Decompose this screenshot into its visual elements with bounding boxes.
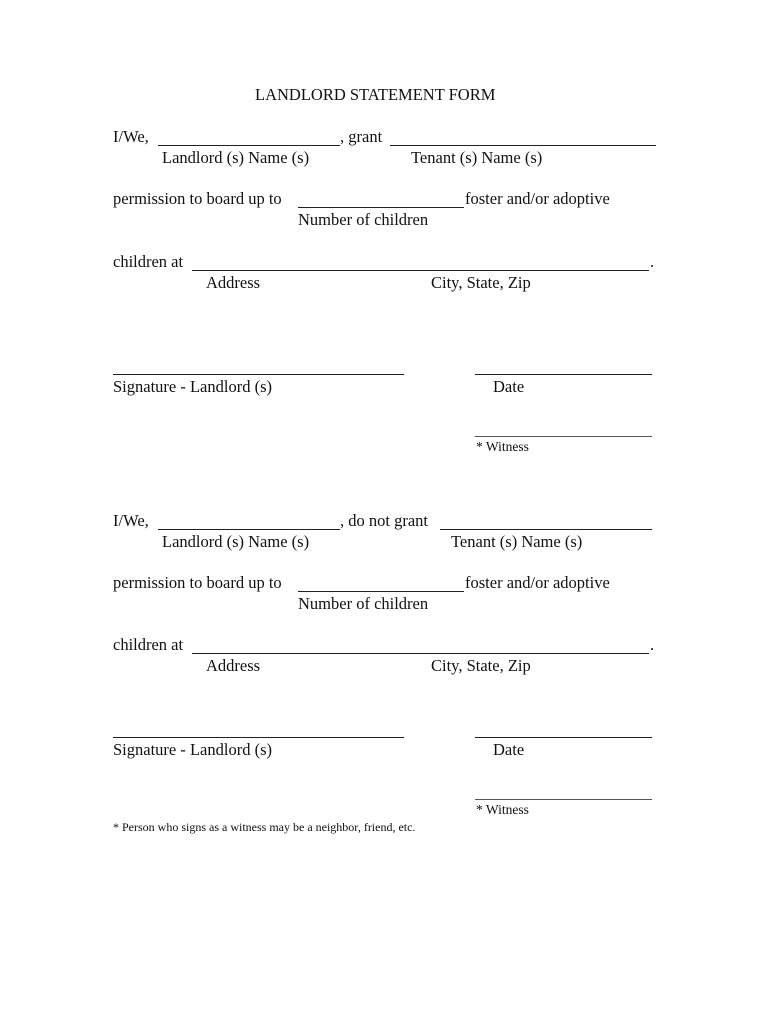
- permission-text: permission to board up to: [113, 573, 282, 592]
- address-field[interactable]: [192, 270, 649, 271]
- witness-signature-field[interactable]: [475, 799, 652, 800]
- witness-signature-field[interactable]: [475, 436, 652, 437]
- landlord-name-label: Landlord (s) Name (s): [162, 532, 310, 551]
- witness-label: * Witness: [476, 439, 529, 454]
- tenant-name-field[interactable]: [390, 145, 656, 146]
- signature-label: Signature - Landlord (s): [113, 377, 272, 396]
- tenant-name-label: Tenant (s) Name (s): [411, 148, 543, 167]
- city-state-zip-label: City, State, Zip: [431, 656, 531, 675]
- signature-label: Signature - Landlord (s): [113, 740, 272, 759]
- address-label: Address: [206, 656, 261, 675]
- foster-text: foster and/or adoptive: [465, 573, 610, 592]
- address-field[interactable]: [192, 653, 649, 654]
- children-at-text: children at: [113, 252, 184, 271]
- date-label: Date: [493, 377, 525, 396]
- number-of-children-field[interactable]: [298, 591, 464, 592]
- tenant-name-label: Tenant (s) Name (s): [451, 532, 583, 551]
- witness-footnote: * Person who signs as a witness may be a neighbor, friend, etc.: [113, 820, 416, 834]
- period-text: .: [650, 635, 655, 654]
- landlord-signature-field[interactable]: [113, 374, 404, 375]
- number-of-children-label: Number of children: [298, 594, 429, 613]
- iwe-text: I/We,: [113, 511, 149, 530]
- landlord-name-field[interactable]: [158, 145, 340, 146]
- permission-text: permission to board up to: [113, 189, 282, 208]
- iwe-text: I/We,: [113, 127, 149, 146]
- form-title: LANDLORD STATEMENT FORM: [255, 85, 496, 104]
- number-of-children-label: Number of children: [298, 210, 429, 229]
- city-state-zip-label: City, State, Zip: [431, 273, 531, 292]
- address-label: Address: [206, 273, 261, 292]
- period-text: .: [650, 252, 655, 271]
- foster-text: foster and/or adoptive: [465, 189, 610, 208]
- landlord-signature-field[interactable]: [113, 737, 404, 738]
- children-at-text: children at: [113, 635, 184, 654]
- date-label: Date: [493, 740, 525, 759]
- do-not-grant-text: , do not grant: [340, 511, 428, 530]
- tenant-name-field[interactable]: [440, 529, 652, 530]
- date-field[interactable]: [475, 374, 652, 375]
- witness-label: * Witness: [476, 802, 529, 817]
- number-of-children-field[interactable]: [298, 207, 464, 208]
- grant-text: , grant: [340, 127, 383, 146]
- landlord-name-field[interactable]: [158, 529, 340, 530]
- date-field[interactable]: [475, 737, 652, 738]
- landlord-name-label: Landlord (s) Name (s): [162, 148, 310, 167]
